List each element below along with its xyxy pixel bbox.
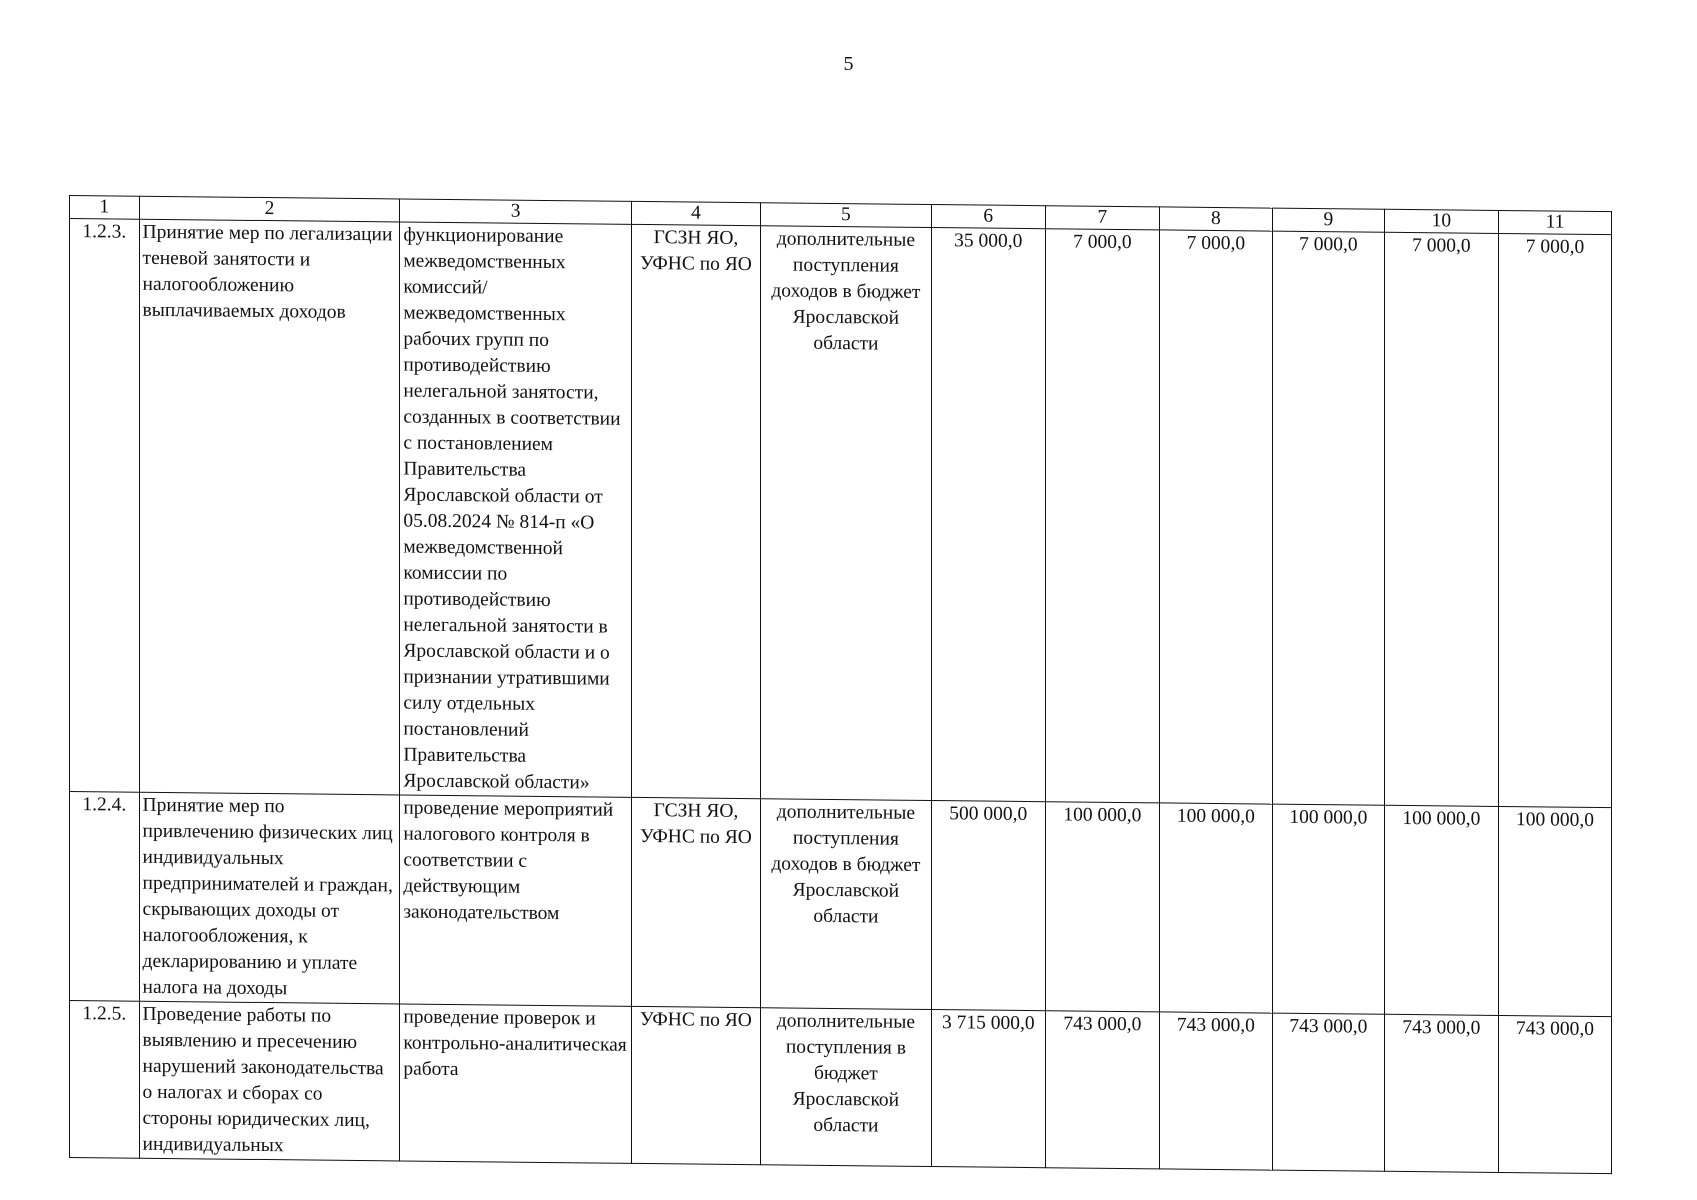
value-cell: 743 000,0 [1498,1015,1611,1173]
row-number: 1.2.5. [70,1001,140,1159]
value-cell: 7 000,0 [1498,233,1611,807]
table-row [70,1001,1612,1174]
col-header-8: 8 [1159,207,1272,231]
value-cell: 743 000,0 [1272,1013,1384,1171]
value-cell: 743 000,0 [1045,1011,1159,1169]
executor-cell: ГСЗН ЯО, УФНС по ЯО [631,224,760,798]
table-row [70,792,1612,1017]
mechanism-cell: проведение проверок и контрольно-аналитическая работа [400,1004,631,1163]
col-header-10: 10 [1384,209,1498,233]
table-row [70,219,1612,808]
col-header-1: 1 [70,196,140,220]
measure-cell: Проведение работы по выявлению и пресечению нарушений законодательства о налогах и сборах со стороны юридических лиц, индивидуальных [139,1001,400,1161]
measure-cell: Принятие мер по привлечению физических лиц индивидуальных предпринимателей и граждан, скрывающих доходы от налогообложения, к декларированию и уплате налога на доходы [139,792,400,1004]
measure-cell: Принятие мер по легализации теневой занятости и налогообложению выплачиваемых доходов [139,219,400,795]
value-cell: 7 000,0 [1159,230,1272,804]
page-number: 5 [843,53,854,75]
result-cell: дополнительные поступления доходов в бюджет Ярославской области [761,226,932,801]
value-cell: 100 000,0 [1045,802,1159,1012]
result-cell: дополнительные поступления в бюджет Ярославской области [761,1008,932,1167]
value-cell: 100 000,0 [1272,804,1384,1014]
mechanism-cell: проведение мероприятий налогового контроля в соответствии с действующим законодательством [400,795,631,1006]
value-cell: 100 000,0 [1498,806,1611,1016]
col-header-9: 9 [1272,208,1384,232]
value-cell: 100 000,0 [1384,805,1498,1015]
col-header-7: 7 [1045,206,1159,230]
value-cell: 743 000,0 [1159,1012,1272,1170]
value-total-cell: 35 000,0 [931,228,1045,802]
program-measures-table [69,195,1612,1174]
result-cell: дополнительные поступления доходов в бюджет Ярославской области [761,799,932,1010]
mechanism-cell: функционирование межведомственных комиссий/межведомственных рабочих групп по противодействию нелегальной занятости, созданных в соответствии с постановлением Правительства Ярославской области от 05.08.2024 № 814-п «О межведомственной комиссии по противодействию нелегальной занятости в Ярославской области и о признании утратившими силу отдельных постановлений Правительства Ярославской области» [400,222,631,797]
value-cell: 100 000,0 [1159,803,1272,1013]
executor-cell: ГСЗН ЯО, УФНС по ЯО [631,797,760,1007]
col-header-5: 5 [761,203,932,228]
row-number: 1.2.4. [70,792,140,1002]
value-total-cell: 3 715 000,0 [931,1010,1045,1168]
value-cell: 7 000,0 [1045,229,1159,803]
col-header-4: 4 [631,201,760,225]
value-total-cell: 500 000,0 [931,801,1045,1011]
col-header-2: 2 [139,196,400,222]
value-cell: 7 000,0 [1272,231,1384,805]
col-header-3: 3 [400,199,631,224]
row-number: 1.2.3. [70,219,140,793]
col-header-6: 6 [931,205,1045,229]
value-cell: 743 000,0 [1384,1014,1498,1172]
value-cell: 7 000,0 [1384,232,1498,806]
executor-cell: УФНС по ЯО [631,1006,760,1164]
col-header-11: 11 [1498,210,1611,234]
